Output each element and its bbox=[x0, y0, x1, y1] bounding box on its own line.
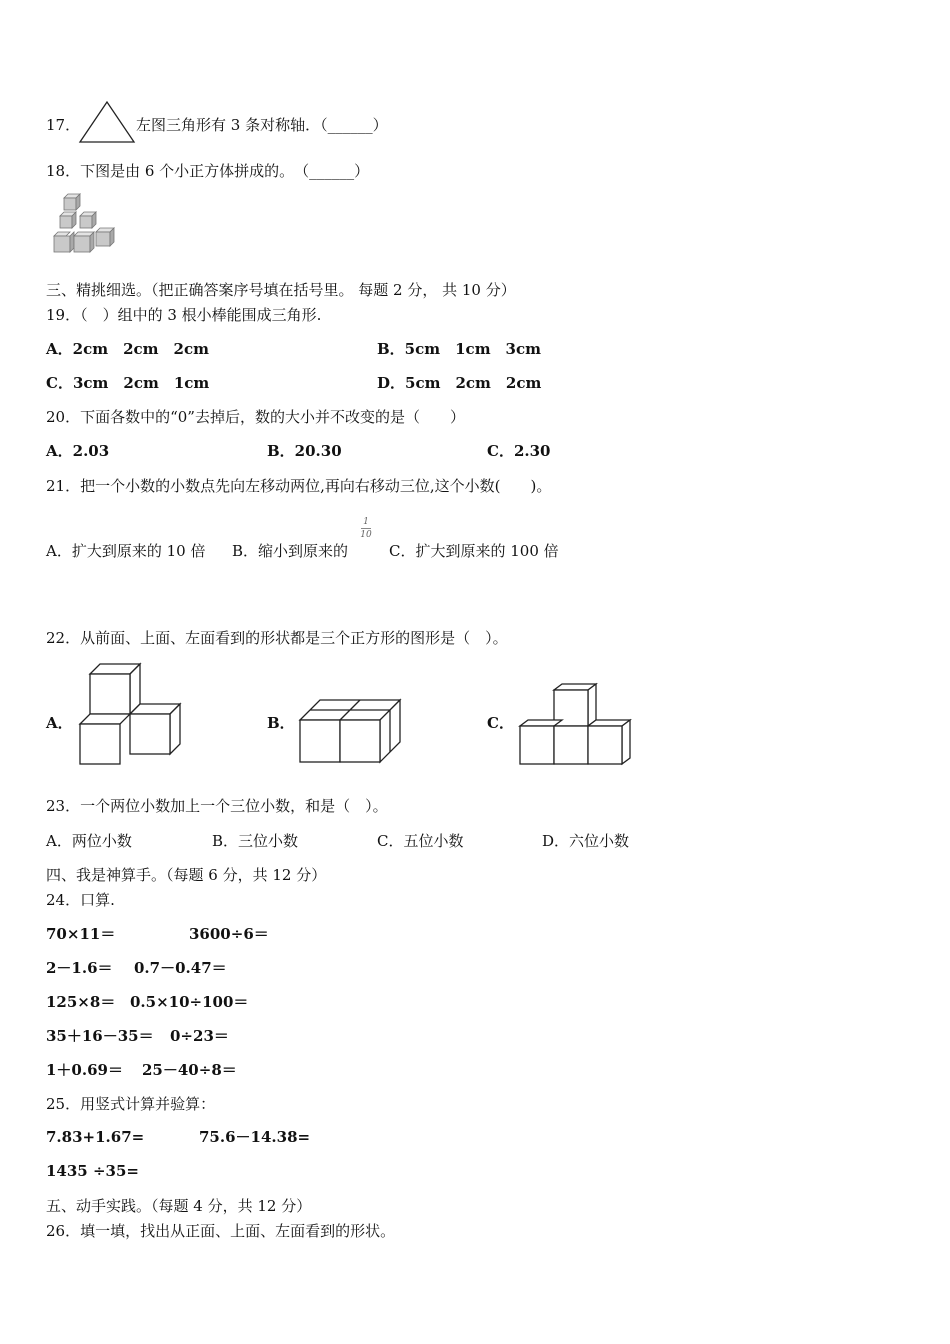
section-4-title: 四、我是神算手。（每题 6 分，共 12 分） bbox=[46, 866, 327, 884]
vertical-calc-3: 1435 ÷35= bbox=[46, 1162, 139, 1180]
section-5-title: 五、动手实践。（每题 4 分，共 12 分） bbox=[46, 1197, 312, 1215]
q23-option-b: B．三位小数 bbox=[212, 832, 299, 850]
q21-option-b: B．缩小到原来的 bbox=[232, 542, 349, 560]
q23-option-a: A．两位小数 bbox=[46, 832, 132, 850]
q19-option-a: A．2cm 2cm 2cm bbox=[46, 340, 209, 358]
q19-option-c: C．3cm 2cm 1cm bbox=[46, 374, 210, 392]
q19-option-b: B．5cm 1cm 3cm bbox=[377, 340, 542, 358]
oral-calc-8: 0÷23＝ bbox=[170, 1027, 229, 1045]
figure-c-cubes bbox=[516, 682, 636, 768]
cube-stack-figure bbox=[50, 194, 120, 260]
gray-cube bbox=[74, 232, 94, 252]
q23-option-d: D．六位小数 bbox=[542, 832, 630, 850]
q17-text: 左图三角形有 3 条对称轴．（______） bbox=[136, 116, 388, 134]
q20-option-a: A．2.03 bbox=[46, 442, 110, 460]
fraction-bar bbox=[361, 528, 371, 529]
q20-stem: 20．下面各数中的“0”去掉后，数的大小并不改变的是（ ） bbox=[46, 408, 465, 426]
figure-a-cubes bbox=[78, 662, 188, 766]
oral-calc-6: 0.5×10÷100＝ bbox=[130, 993, 249, 1011]
fraction-denominator: 10 bbox=[360, 530, 372, 540]
q26-stem: 26．填一填，找出从正面、上面、左面看到的形状。 bbox=[46, 1222, 396, 1240]
q21-option-a: A．扩大到原来的 10 倍 bbox=[46, 542, 206, 560]
q24-stem: 24．口算. bbox=[46, 891, 115, 909]
oral-calc-2: 3600÷6＝ bbox=[189, 925, 269, 943]
q20-option-c: C．2.30 bbox=[487, 442, 551, 460]
q22-option-a: A． bbox=[46, 714, 73, 732]
section-3-title: 三、精挑细选。（把正确答案序号填在括号里。 每题 2 分， 共 10 分） bbox=[46, 281, 516, 299]
gray-cube bbox=[64, 194, 80, 210]
q23-option-c: C．五位小数 bbox=[377, 832, 464, 850]
oral-calc-7: 35＋16－35＝ bbox=[46, 1027, 154, 1045]
q22-option-b: B． bbox=[267, 714, 295, 732]
figure-b-cubes bbox=[298, 698, 404, 766]
oral-calc-10: 25－40÷8＝ bbox=[142, 1061, 237, 1079]
q21-option-c: C．扩大到原来的 100 倍 bbox=[389, 542, 559, 560]
q21-stem: 21．把一个小数的小数点先向左移动两位,再向右移动三位,这个小数( )。 bbox=[46, 477, 552, 495]
oral-calc-5: 125×8＝ bbox=[46, 993, 116, 1011]
vertical-calc-1: 7.83+1.67= bbox=[46, 1128, 145, 1146]
gray-cube bbox=[60, 212, 76, 228]
oral-calc-4: 0.7－0.47＝ bbox=[134, 959, 227, 977]
vertical-calc-2: 75.6－14.38= bbox=[199, 1128, 311, 1146]
oral-calc-1: 70×11＝ bbox=[46, 925, 116, 943]
q23-stem: 23．一个两位小数加上一个三位小数，和是（ ）。 bbox=[46, 797, 388, 815]
oral-calc-9: 1＋0.69＝ bbox=[46, 1061, 123, 1079]
gray-cube bbox=[54, 232, 74, 252]
q22-stem: 22．从前面、上面、左面看到的形状都是三个正方形的图形是（ ）。 bbox=[46, 629, 508, 647]
q19-stem: 19．（ ）组中的 3 根小棒能围成三角形. bbox=[46, 306, 322, 324]
q19-option-d: D．5cm 2cm 2cm bbox=[377, 374, 542, 392]
oral-calc-3: 2－1.6＝ bbox=[46, 959, 113, 977]
q25-stem: 25．用竖式计算并验算： bbox=[46, 1095, 216, 1113]
gray-cube bbox=[96, 228, 114, 246]
triangle-figure bbox=[78, 100, 136, 144]
q22-option-c: C． bbox=[487, 714, 514, 732]
gray-cube bbox=[80, 212, 96, 228]
fraction-numerator: 1 bbox=[363, 517, 369, 527]
q17-number: 17． bbox=[46, 116, 81, 134]
q20-option-b: B．20.30 bbox=[267, 442, 342, 460]
q18-text: 18．下图是由 6 个小正方体拼成的。 （______） bbox=[46, 162, 370, 180]
